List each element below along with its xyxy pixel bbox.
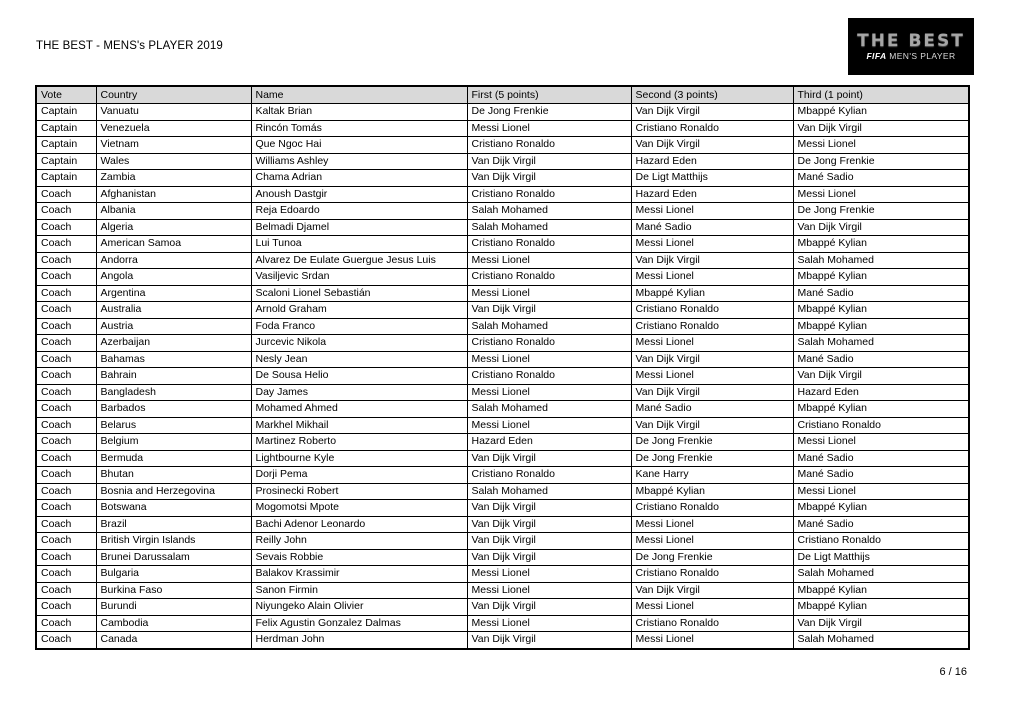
table-cell: Mbappé Kylian bbox=[793, 104, 969, 121]
table-row bbox=[36, 434, 969, 451]
table-head bbox=[36, 86, 969, 104]
table-cell: Coach bbox=[36, 500, 96, 517]
table-cell: Lightbourne Kyle bbox=[251, 450, 467, 467]
table-cell: Herdman John bbox=[251, 632, 467, 649]
table-cell: Salah Mohamed bbox=[793, 335, 969, 352]
table-cell: Coach bbox=[36, 368, 96, 385]
table-row bbox=[36, 467, 969, 484]
table-cell: Cristiano Ronaldo bbox=[467, 137, 631, 154]
table-cell: Mané Sadio bbox=[793, 351, 969, 368]
table-cell: Mbappé Kylian bbox=[793, 582, 969, 599]
table-cell: Azerbaijan bbox=[96, 335, 251, 352]
table-cell: Lui Tunoa bbox=[251, 236, 467, 253]
table-cell: Day James bbox=[251, 384, 467, 401]
table-cell: Felix Agustin Gonzalez Dalmas bbox=[251, 615, 467, 632]
table-cell: De Jong Frenkie bbox=[793, 203, 969, 220]
table-cell: Venezuela bbox=[96, 120, 251, 137]
table-cell: Salah Mohamed bbox=[467, 203, 631, 220]
table-row bbox=[36, 483, 969, 500]
logo-wordmark: THE BEST bbox=[857, 30, 965, 51]
table-cell: Salah Mohamed bbox=[467, 483, 631, 500]
table-cell: Vanuatu bbox=[96, 104, 251, 121]
table-cell: Cristiano Ronaldo bbox=[631, 120, 793, 137]
table-cell: De Ligt Matthijs bbox=[631, 170, 793, 187]
table-row bbox=[36, 368, 969, 385]
table-cell: Mbappé Kylian bbox=[631, 483, 793, 500]
table-cell: Andorra bbox=[96, 252, 251, 269]
table-cell: Cristiano Ronaldo bbox=[467, 186, 631, 203]
table-cell: Coach bbox=[36, 483, 96, 500]
table-row bbox=[36, 582, 969, 599]
table-cell: Barbados bbox=[96, 401, 251, 418]
table-cell: Cristiano Ronaldo bbox=[631, 500, 793, 517]
table-row bbox=[36, 516, 969, 533]
table-cell: Coach bbox=[36, 252, 96, 269]
table-cell: Van Dijk Virgil bbox=[467, 516, 631, 533]
table-cell: Martinez Roberto bbox=[251, 434, 467, 451]
table-cell: Mogomotsi Mpote bbox=[251, 500, 467, 517]
table-cell: Messi Lionel bbox=[467, 351, 631, 368]
table-cell: Hazard Eden bbox=[631, 153, 793, 170]
table-cell: Van Dijk Virgil bbox=[467, 549, 631, 566]
table-cell: Botswana bbox=[96, 500, 251, 517]
table-cell: Van Dijk Virgil bbox=[467, 500, 631, 517]
table-cell: Van Dijk Virgil bbox=[467, 450, 631, 467]
table-cell: Cristiano Ronaldo bbox=[467, 467, 631, 484]
table-cell: Williams Ashley bbox=[251, 153, 467, 170]
column-header: Vote bbox=[36, 86, 96, 104]
table-row bbox=[36, 599, 969, 616]
table-cell: Bangladesh bbox=[96, 384, 251, 401]
table-cell: Coach bbox=[36, 467, 96, 484]
table-cell: Messi Lionel bbox=[631, 533, 793, 550]
table-cell: Coach bbox=[36, 450, 96, 467]
table-cell: Bahamas bbox=[96, 351, 251, 368]
table-cell: Rincón Tomás bbox=[251, 120, 467, 137]
table-cell: Alvarez De Eulate Guergue Jesus Luis bbox=[251, 252, 467, 269]
table-row bbox=[36, 500, 969, 517]
table-row bbox=[36, 335, 969, 352]
table-cell: Coach bbox=[36, 417, 96, 434]
table-cell: Messi Lionel bbox=[467, 566, 631, 583]
table-cell: Messi Lionel bbox=[467, 252, 631, 269]
table-cell: Algeria bbox=[96, 219, 251, 236]
table-row bbox=[36, 549, 969, 566]
table-cell: Jurcevic Nikola bbox=[251, 335, 467, 352]
table-cell: Coach bbox=[36, 632, 96, 649]
table-cell: Coach bbox=[36, 615, 96, 632]
table-cell: Bachi Adenor Leonardo bbox=[251, 516, 467, 533]
column-header: First (5 points) bbox=[467, 86, 631, 104]
table-cell: Messi Lionel bbox=[631, 236, 793, 253]
logo-subtitle-text: MEN'S PLAYER bbox=[886, 50, 956, 61]
table-cell: Van Dijk Virgil bbox=[793, 615, 969, 632]
table-cell: Van Dijk Virgil bbox=[467, 533, 631, 550]
table-cell: Coach bbox=[36, 203, 96, 220]
table-row bbox=[36, 120, 969, 137]
table-cell: Van Dijk Virgil bbox=[631, 384, 793, 401]
table-cell: Mbappé Kylian bbox=[793, 500, 969, 517]
table-cell: Van Dijk Virgil bbox=[467, 153, 631, 170]
table-row bbox=[36, 236, 969, 253]
table-cell: Hazard Eden bbox=[793, 384, 969, 401]
table-cell: Balakov Krassimir bbox=[251, 566, 467, 583]
table-cell: Van Dijk Virgil bbox=[467, 632, 631, 649]
column-header: Third (1 point) bbox=[793, 86, 969, 104]
table-cell: Coach bbox=[36, 186, 96, 203]
table-row bbox=[36, 533, 969, 550]
table-cell: Coach bbox=[36, 269, 96, 286]
table-cell: Brunei Darussalam bbox=[96, 549, 251, 566]
table-cell: Mbappé Kylian bbox=[793, 318, 969, 335]
table-cell: Coach bbox=[36, 516, 96, 533]
page-number: 6 / 16 bbox=[939, 666, 967, 678]
table-body bbox=[36, 104, 969, 649]
table-row bbox=[36, 153, 969, 170]
table-cell: Vietnam bbox=[96, 137, 251, 154]
table-row bbox=[36, 219, 969, 236]
table-cell: Australia bbox=[96, 302, 251, 319]
table-cell: Van Dijk Virgil bbox=[631, 351, 793, 368]
table-cell: Coach bbox=[36, 384, 96, 401]
table-cell: Belmadi Djamel bbox=[251, 219, 467, 236]
table-cell: Salah Mohamed bbox=[793, 252, 969, 269]
table-cell: Coach bbox=[36, 318, 96, 335]
table-cell: Mané Sadio bbox=[631, 401, 793, 418]
logo-fifa-text: FIFA bbox=[866, 50, 887, 61]
table-row bbox=[36, 401, 969, 418]
table-cell: Messi Lionel bbox=[467, 582, 631, 599]
table-cell: De Sousa Helio bbox=[251, 368, 467, 385]
table-row bbox=[36, 170, 969, 187]
table-cell: Salah Mohamed bbox=[793, 566, 969, 583]
table-cell: Salah Mohamed bbox=[467, 318, 631, 335]
table-cell: De Jong Frenkie bbox=[631, 549, 793, 566]
table-cell: Albania bbox=[96, 203, 251, 220]
table-cell: Coach bbox=[36, 533, 96, 550]
table-row bbox=[36, 417, 969, 434]
table-cell: Cristiano Ronaldo bbox=[467, 269, 631, 286]
table-cell: Van Dijk Virgil bbox=[793, 219, 969, 236]
table-cell: Mané Sadio bbox=[793, 467, 969, 484]
table-row bbox=[36, 351, 969, 368]
table-cell: Captain bbox=[36, 137, 96, 154]
table-cell: Van Dijk Virgil bbox=[467, 302, 631, 319]
table-cell: Coach bbox=[36, 549, 96, 566]
table-cell: Messi Lionel bbox=[793, 137, 969, 154]
table-cell: Mbappé Kylian bbox=[631, 285, 793, 302]
table-cell: Kaltak Brian bbox=[251, 104, 467, 121]
table-cell: Cristiano Ronaldo bbox=[631, 566, 793, 583]
table-cell: Messi Lionel bbox=[793, 483, 969, 500]
table-cell: Salah Mohamed bbox=[793, 632, 969, 649]
table-cell: De Jong Frenkie bbox=[631, 434, 793, 451]
table-cell: Captain bbox=[36, 104, 96, 121]
table-cell: Cristiano Ronaldo bbox=[467, 335, 631, 352]
table-cell: De Jong Frenkie bbox=[631, 450, 793, 467]
table-cell: Coach bbox=[36, 566, 96, 583]
table-cell: Foda Franco bbox=[251, 318, 467, 335]
table-cell: Prosinecki Robert bbox=[251, 483, 467, 500]
table-cell: Mbappé Kylian bbox=[793, 401, 969, 418]
table-cell: Bulgaria bbox=[96, 566, 251, 583]
table-cell: Belarus bbox=[96, 417, 251, 434]
table-cell: Burundi bbox=[96, 599, 251, 616]
table-cell: Van Dijk Virgil bbox=[467, 599, 631, 616]
table-cell: Salah Mohamed bbox=[467, 401, 631, 418]
table-cell: Coach bbox=[36, 401, 96, 418]
column-header: Country bbox=[96, 86, 251, 104]
table-cell: Mané Sadio bbox=[793, 516, 969, 533]
table-cell: Coach bbox=[36, 236, 96, 253]
table-cell: Anoush Dastgir bbox=[251, 186, 467, 203]
table-cell: Zambia bbox=[96, 170, 251, 187]
logo-subtitle bbox=[866, 52, 955, 61]
table-cell: Angola bbox=[96, 269, 251, 286]
table-cell: Dorji Pema bbox=[251, 467, 467, 484]
table-cell: Bermuda bbox=[96, 450, 251, 467]
table-cell: Messi Lionel bbox=[467, 615, 631, 632]
table-row bbox=[36, 252, 969, 269]
table-cell: Cristiano Ronaldo bbox=[467, 368, 631, 385]
table-cell: Van Dijk Virgil bbox=[631, 582, 793, 599]
table-cell: Messi Lionel bbox=[467, 384, 631, 401]
votes-table bbox=[35, 85, 970, 650]
table-row bbox=[36, 615, 969, 632]
table-cell: Coach bbox=[36, 434, 96, 451]
column-header: Second (3 points) bbox=[631, 86, 793, 104]
table-cell: Messi Lionel bbox=[467, 285, 631, 302]
table-cell: Coach bbox=[36, 302, 96, 319]
table-cell: Cambodia bbox=[96, 615, 251, 632]
table-row bbox=[36, 104, 969, 121]
table-cell: Coach bbox=[36, 219, 96, 236]
table-cell: Mbappé Kylian bbox=[793, 236, 969, 253]
table-row bbox=[36, 450, 969, 467]
table-cell: Coach bbox=[36, 599, 96, 616]
table-cell: Captain bbox=[36, 170, 96, 187]
table-cell: Bhutan bbox=[96, 467, 251, 484]
table-cell: Wales bbox=[96, 153, 251, 170]
fifa-the-best-logo bbox=[848, 18, 974, 75]
table-cell: Bahrain bbox=[96, 368, 251, 385]
table-cell: Van Dijk Virgil bbox=[793, 368, 969, 385]
table-row bbox=[36, 137, 969, 154]
table-cell: Messi Lionel bbox=[631, 269, 793, 286]
table-cell: Mbappé Kylian bbox=[793, 302, 969, 319]
table-cell: Captain bbox=[36, 153, 96, 170]
table-cell: Belgium bbox=[96, 434, 251, 451]
table-cell: Reja Edoardo bbox=[251, 203, 467, 220]
table-cell: Bosnia and Herzegovina bbox=[96, 483, 251, 500]
table-cell: Cristiano Ronaldo bbox=[631, 302, 793, 319]
table-row bbox=[36, 285, 969, 302]
table-cell: Messi Lionel bbox=[467, 417, 631, 434]
table-row bbox=[36, 318, 969, 335]
table-cell: Mohamed Ahmed bbox=[251, 401, 467, 418]
table-cell: Cristiano Ronaldo bbox=[631, 615, 793, 632]
table-cell: Mané Sadio bbox=[793, 450, 969, 467]
table-cell: Markhel Mikhail bbox=[251, 417, 467, 434]
table-cell: Salah Mohamed bbox=[467, 219, 631, 236]
table-cell: Messi Lionel bbox=[631, 335, 793, 352]
table-cell: Que Ngoc Hai bbox=[251, 137, 467, 154]
table-cell: Van Dijk Virgil bbox=[631, 137, 793, 154]
table-cell: Messi Lionel bbox=[631, 516, 793, 533]
table-cell: Sanon Firmin bbox=[251, 582, 467, 599]
table-cell: Messi Lionel bbox=[793, 186, 969, 203]
table-cell: Nesly Jean bbox=[251, 351, 467, 368]
table-row bbox=[36, 269, 969, 286]
table-cell: Mané Sadio bbox=[793, 170, 969, 187]
table-cell: De Ligt Matthijs bbox=[793, 549, 969, 566]
table-cell: Mané Sadio bbox=[793, 285, 969, 302]
table-cell: Messi Lionel bbox=[631, 632, 793, 649]
table-cell: British Virgin Islands bbox=[96, 533, 251, 550]
table-cell: Van Dijk Virgil bbox=[631, 417, 793, 434]
table-cell: American Samoa bbox=[96, 236, 251, 253]
table-cell: De Jong Frenkie bbox=[793, 153, 969, 170]
page-title: THE BEST - MENS's PLAYER 2019 bbox=[36, 40, 223, 52]
column-header: Name bbox=[251, 86, 467, 104]
table-cell: Argentina bbox=[96, 285, 251, 302]
table-cell: Cristiano Ronaldo bbox=[631, 318, 793, 335]
table-cell: Niyungeko Alain Olivier bbox=[251, 599, 467, 616]
table-cell: Burkina Faso bbox=[96, 582, 251, 599]
table-row bbox=[36, 384, 969, 401]
table-cell: Messi Lionel bbox=[631, 368, 793, 385]
table-cell: Van Dijk Virgil bbox=[631, 252, 793, 269]
table-cell: Sevais Robbie bbox=[251, 549, 467, 566]
table-cell: Coach bbox=[36, 285, 96, 302]
table-cell: Scaloni Lionel Sebastián bbox=[251, 285, 467, 302]
table-cell: Arnold Graham bbox=[251, 302, 467, 319]
table-cell: Coach bbox=[36, 582, 96, 599]
table-header-row bbox=[36, 86, 969, 104]
table-cell: Mané Sadio bbox=[631, 219, 793, 236]
table-cell: Mbappé Kylian bbox=[793, 599, 969, 616]
table-cell: Austria bbox=[96, 318, 251, 335]
table-cell: Coach bbox=[36, 335, 96, 352]
table-cell: Brazil bbox=[96, 516, 251, 533]
table-row bbox=[36, 566, 969, 583]
table-cell: Van Dijk Virgil bbox=[793, 120, 969, 137]
table-cell: Canada bbox=[96, 632, 251, 649]
table-cell: Messi Lionel bbox=[631, 203, 793, 220]
table-row bbox=[36, 186, 969, 203]
table-cell: Messi Lionel bbox=[467, 120, 631, 137]
table-cell: Hazard Eden bbox=[631, 186, 793, 203]
table-cell: Messi Lionel bbox=[631, 599, 793, 616]
table-cell: Reilly John bbox=[251, 533, 467, 550]
table-row bbox=[36, 203, 969, 220]
table-cell: Vasiljevic Srdan bbox=[251, 269, 467, 286]
table-cell: Chama Adrian bbox=[251, 170, 467, 187]
table-cell: Hazard Eden bbox=[467, 434, 631, 451]
table-cell: De Jong Frenkie bbox=[467, 104, 631, 121]
table-cell: Afghanistan bbox=[96, 186, 251, 203]
table-cell: Cristiano Ronaldo bbox=[793, 417, 969, 434]
table-cell: Captain bbox=[36, 120, 96, 137]
table-cell: Kane Harry bbox=[631, 467, 793, 484]
table-cell: Van Dijk Virgil bbox=[467, 170, 631, 187]
table-cell: Mbappé Kylian bbox=[793, 269, 969, 286]
table-cell: Coach bbox=[36, 351, 96, 368]
table-cell: Cristiano Ronaldo bbox=[793, 533, 969, 550]
table-row bbox=[36, 632, 969, 649]
table-cell: Messi Lionel bbox=[793, 434, 969, 451]
table-row bbox=[36, 302, 969, 319]
table-cell: Cristiano Ronaldo bbox=[467, 236, 631, 253]
table-cell: Van Dijk Virgil bbox=[631, 104, 793, 121]
